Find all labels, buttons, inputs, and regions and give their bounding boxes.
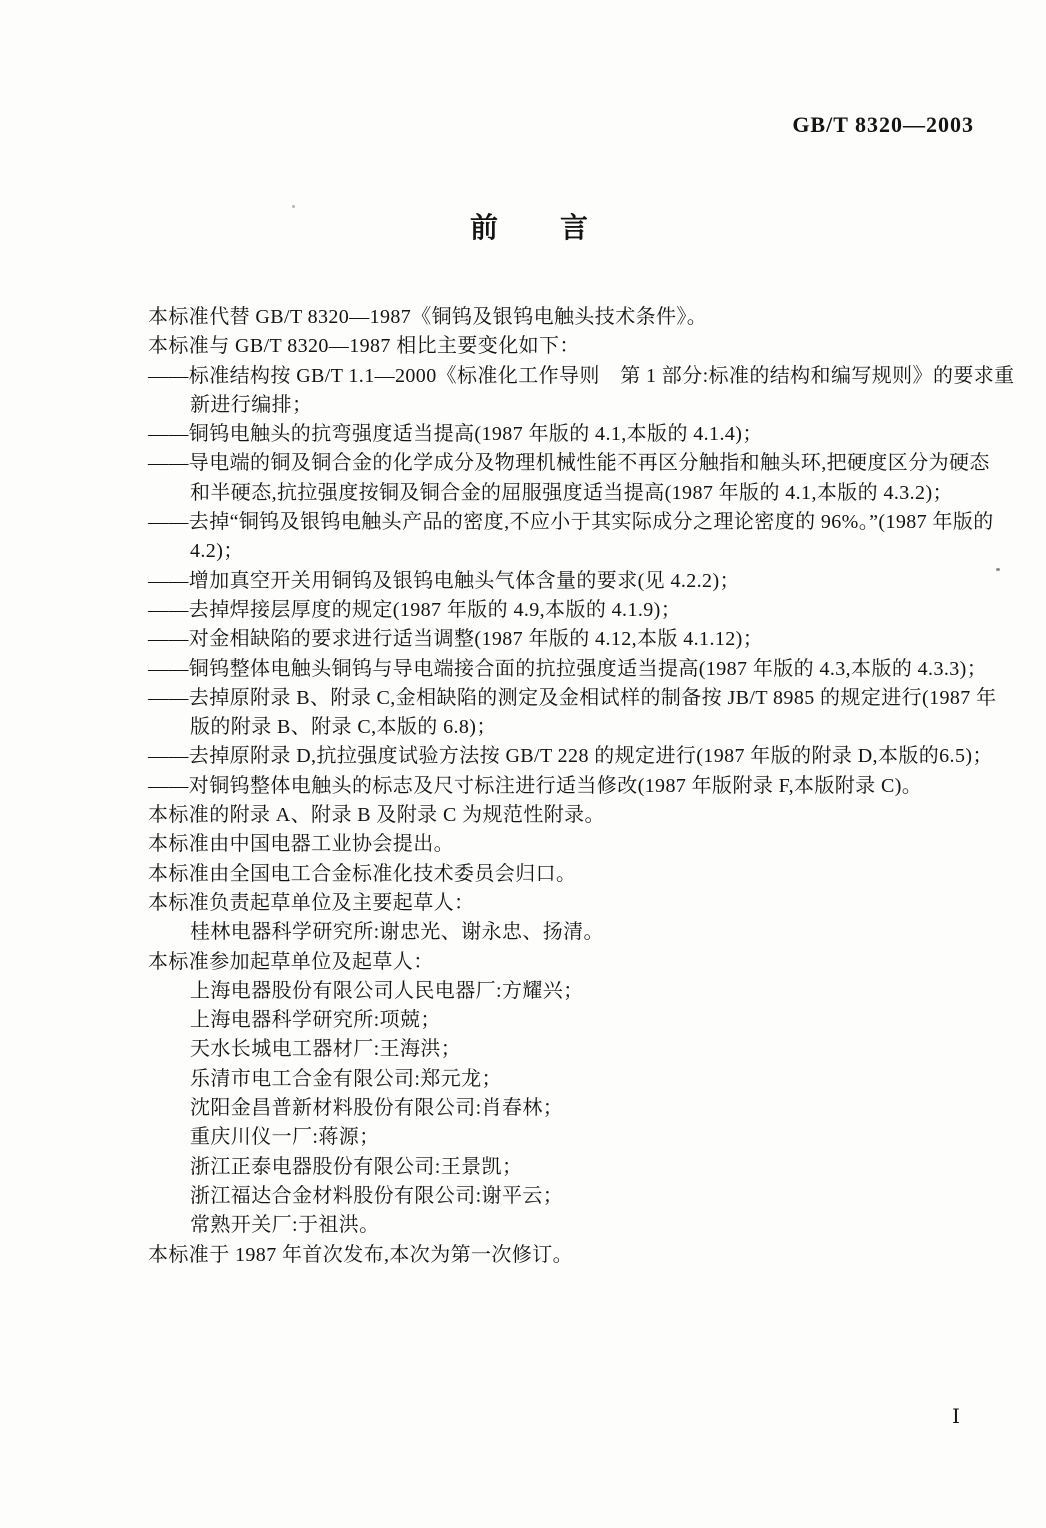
body-line: 本标准代替 GB/T 8320—1987《铜钨及银钨电触头技术条件》。 [148, 306, 708, 328]
body-line-continuation: 新进行编排； [190, 393, 313, 416]
body-line-dash: ——增加真空开关用铜钨及银钨电触头气体含量的要求(见 4.2.2)； [148, 569, 740, 592]
body-line-dash: ——标准结构按 GB/T 1.1—2000《标准化工作导则 第 1 部分:标准的结构和编写规则》的要求重 [148, 364, 1015, 387]
body-line-drafter: 上海电器股份有限公司人民电器厂:方耀兴； [190, 979, 584, 1002]
body-line-dash: ——导电端的铜及铜合金的化学成分及物理机械性能不再区分触指和触头环,把硬度区分为硬态 [148, 452, 990, 475]
body-line-drafter: 乐清市电工合金有限公司:郑元龙； [190, 1067, 502, 1090]
body-line-drafter: 浙江正泰电器股份有限公司:王景凯； [190, 1155, 523, 1178]
body-line: 本标准由中国电器工业协会提出。 [148, 833, 454, 856]
standard-code: GB/T 8320—2003 [792, 112, 974, 137]
page-number: Ⅰ [952, 1406, 960, 1428]
body-line-drafter: 重庆川仪一厂:蒋源； [190, 1126, 380, 1149]
body-line-drafter: 上海电器科学研究所:项兢； [190, 1009, 441, 1032]
body-line-drafter: 常熟开关厂:于祖洪。 [190, 1214, 380, 1237]
body-line-dash: ——对铜钨整体电触头的标志及尺寸标注进行适当修改(1987 年版附录 F,本版附录 C)。 [148, 774, 923, 797]
body-line-drafter: 浙江福达合金材料股份有限公司:谢平云； [190, 1184, 564, 1207]
body-line-dash: ——对金相缺陷的要求进行适当调整(1987 年版的 4.12,本版 4.1.12)； [148, 628, 764, 651]
body-line-drafter: 天水长城电工器材厂:王海洪； [190, 1038, 462, 1061]
body-line-dash: ——去掉“铜钨及银钨电触头产品的密度,不应小于其实际成分之理论密度的 96%。”(1987 年版的 [148, 511, 994, 534]
body-line: 本标准的附录 A、附录 B 及附录 C 为规范性附录。 [148, 804, 605, 827]
scan-artifact [996, 568, 1000, 571]
body-line: 本标准负责起草单位及主要起草人： [148, 891, 475, 914]
page-title: 前 言 [469, 213, 590, 244]
body-line-drafter: 沈阳金昌普新材料股份有限公司:肖春林； [190, 1097, 564, 1120]
body-line-dash: ——去掉原附录 B、附录 C,金相缺陷的测定及金相试样的制备按 JB/T 8985 的规定进行(1987 年 [148, 686, 997, 709]
body-line-continuation: 4.2)； [190, 540, 244, 563]
body-line: 本标准参加起草单位及起草人： [148, 950, 434, 973]
body-line-dash: ——铜钨整体电触头铜钨与导电端接合面的抗拉强度适当提高(1987 年版的 4.3,本版的 4.3.3)； [148, 657, 988, 680]
body-line-continuation: 版的附录 B、附录 C,本版的 6.8)； [190, 716, 497, 739]
body-line: 本标准与 GB/T 8320—1987 相比主要变化如下： [148, 335, 580, 358]
body-line-continuation: 和半硬态,抗拉强度按铜及铜合金的屈服强度适当提高(1987 年版的 4.1,本版的 4.3.2)； [190, 481, 953, 504]
body-line: 本标准于 1987 年首次发布,本次为第一次修订。 [148, 1243, 573, 1266]
body-line-dash: ——去掉焊接层厚度的规定(1987 年版的 4.9,本版的 4.1.9)； [148, 598, 682, 621]
body-line-dash: ——铜钨电触头的抗弯强度适当提高(1987 年版的 4.1,本版的 4.1.4)； [148, 423, 763, 446]
foreword-body [148, 303, 1015, 1270]
scan-artifact [292, 205, 295, 208]
body-line-drafter: 桂林电器科学研究所:谢忠光、谢永忠、扬清。 [190, 921, 604, 944]
body-line-dash: ——去掉原附录 D,抗拉强度试验方法按 GB/T 228 的规定进行(1987 年版的附录 D,本版的6.5)； [148, 745, 993, 768]
body-line: 本标准由全国电工合金标准化技术委员会归口。 [148, 862, 577, 885]
